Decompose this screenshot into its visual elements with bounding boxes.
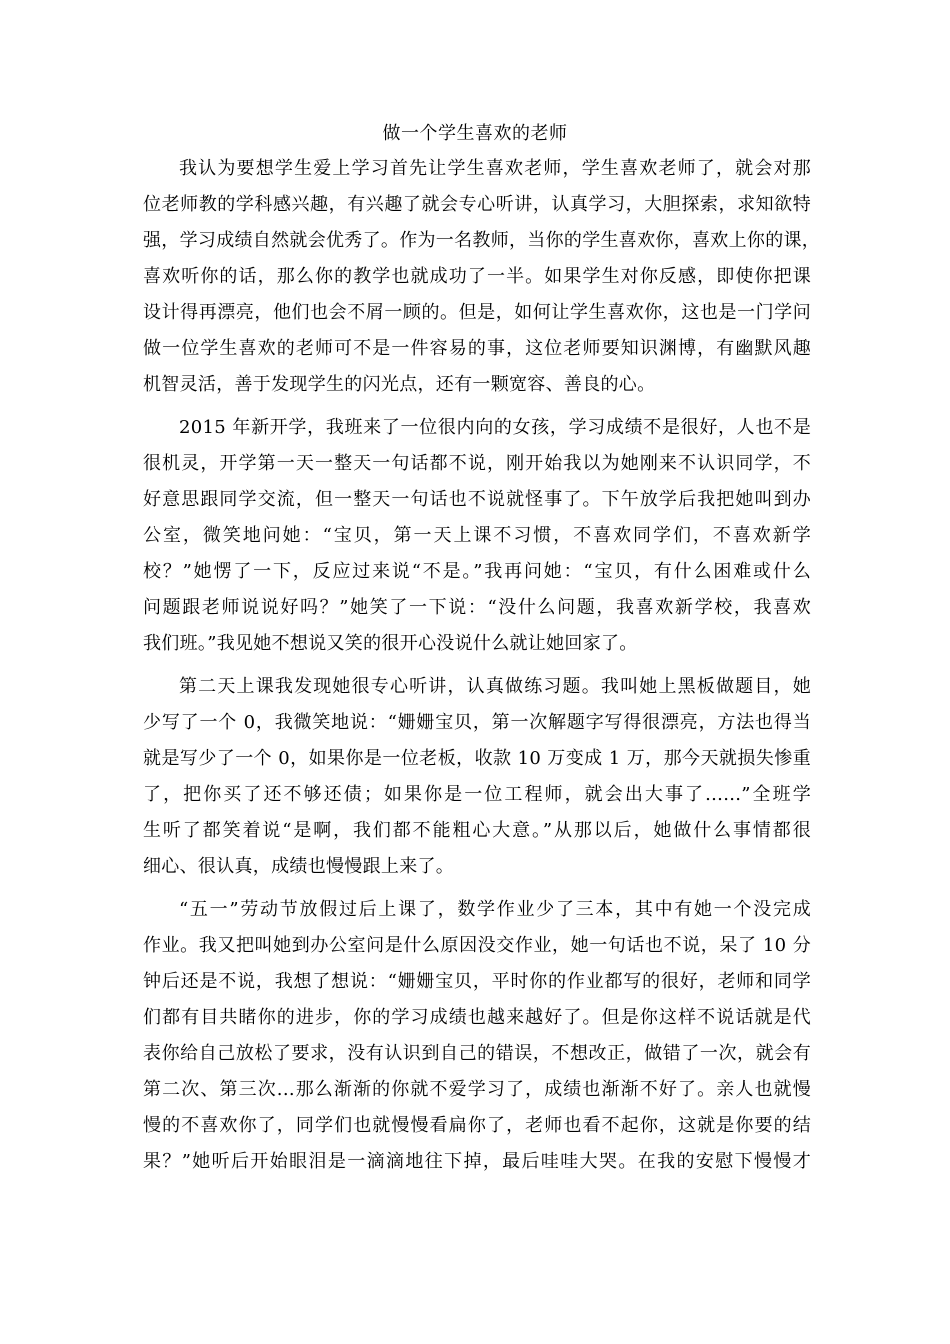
text-line: 细心、很认真，成绩也慢慢跟上来了。 xyxy=(143,856,455,877)
text-line: 第二天上课我发现她很专心听讲，认真做练习题。我叫她上黑板做题目，她 xyxy=(179,676,811,697)
text-line: 公室，微笑地问她：“宝贝，第一天上课不习惯，不喜欢同学们，不喜欢新学 xyxy=(143,525,811,546)
text-line: 我们班。”我见她不想说又笑的很开心没说什么就让她回家了。 xyxy=(143,633,638,654)
text-line: 少写了一个 0，我微笑地说：“姗姗宝贝，第一次解题字写得很漂亮，方法也得当 xyxy=(143,712,811,733)
text-line: 好意思跟同学交流，但一整天一句话也不说就怪事了。下午放学后我把她叫到办 xyxy=(143,489,811,510)
text-line: 问题跟老师说说好吗？”她笑了一下说：“没什么问题，我喜欢新学校，我喜欢 xyxy=(143,597,811,618)
document-title: 做一个学生喜欢的老师 xyxy=(382,123,568,144)
text-line: 喜欢听你的话，那么你的教学也就成功了一半。如果学生对你反感，即使你把课 xyxy=(143,266,811,287)
text-line: 就是写少了一个 0，如果你是一位老板，收款 10 万变成 1 万，那今天就损失惨重 xyxy=(143,748,811,769)
text-line: 慢的不喜欢你了，同学们也就慢慢看扁你了，老师也看不起你，这就是你要的结 xyxy=(143,1115,811,1136)
text-line: 机智灵活，善于发现学生的闪光点，还有一颗宽容、善良的心。 xyxy=(143,374,656,395)
text-line: 位老师教的学科感兴趣，有兴趣了就会专心听讲，认真学习，大胆探索，求知欲特 xyxy=(143,194,811,215)
text-line: 强，学习成绩自然就会优秀了。作为一名教师，当你的学生喜欢你，喜欢上你的课， xyxy=(143,230,821,251)
text-line: 2015 年新开学，我班来了一位很内向的女孩，学习成绩不是很好，人也不是 xyxy=(179,417,811,438)
text-line: 表你给自己放松了要求，没有认识到自己的错误，不想改正，做错了一次，就会有 xyxy=(143,1043,811,1064)
text-line: 钟后还是不说，我想了想说：“姗姗宝贝，平时你的作业都写的很好，老师和同学 xyxy=(143,971,811,992)
text-line: 生听了都笑着说“是啊，我们都不能粗心大意。”从那以后，她做什么事情都很 xyxy=(143,820,811,841)
text-line: 了，把你买了还不够还债；如果你是一位工程师，就会出大事了......”全班学 xyxy=(143,784,811,805)
text-line: 做一位学生喜欢的老师可不是一件容易的事，这位老师要知识渊博，有幽默风趣 xyxy=(143,338,811,359)
text-line: 果？”她听后开始眼泪是一滴滴地往下掉，最后哇哇大哭。在我的安慰下慢慢才 xyxy=(143,1151,811,1172)
text-line: 作业。我又把叫她到办公室问是什么原因没交作业，她一句话也不说，呆了 10 分 xyxy=(143,935,811,956)
text-line: 们都有目共睹你的进步，你的学习成绩也越来越好了。但是你这样不说话就是代 xyxy=(143,1007,811,1028)
text-line: 设计得再漂亮，他们也会不屑一顾的。但是，如何让学生喜欢你，这也是一门学问 xyxy=(143,302,811,323)
text-line: 很机灵，开学第一天一整天一句话都不说，刚开始我以为她刚来不认识同学，不 xyxy=(143,453,811,474)
text-line: 校？”她愣了一下，反应过来说“不是。”我再问她：“宝贝，有什么困难或什么 xyxy=(143,561,811,582)
text-line: 我认为要想学生爱上学习首先让学生喜欢老师，学生喜欢老师了，就会对那 xyxy=(179,158,811,179)
text-line: 第二次、第三次...那么渐渐的你就不爱学习了，成绩也渐渐不好了。亲人也就慢 xyxy=(143,1079,811,1100)
text-line: “五一”劳动节放假过后上课了，数学作业少了三本，其中有她一个没完成 xyxy=(179,899,811,920)
